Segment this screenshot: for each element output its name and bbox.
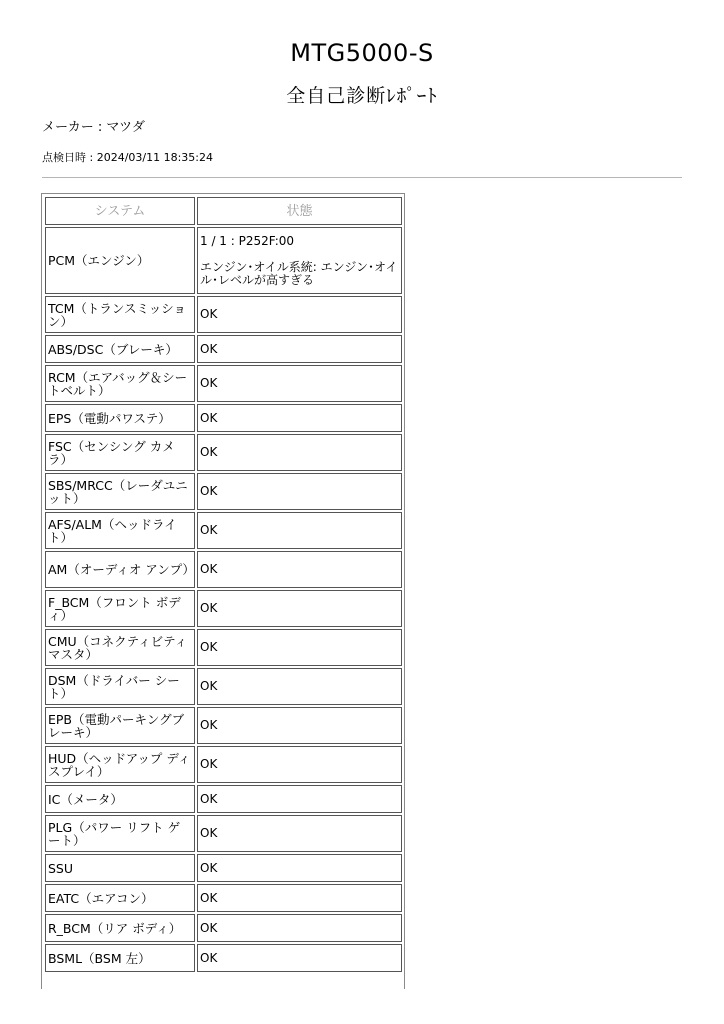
divider (42, 177, 682, 178)
system-name-cell: SBS/MRCC（レーダユニット） (45, 473, 195, 510)
table-row (45, 668, 402, 705)
status-cell: OK (197, 629, 402, 666)
report-subtitle: 全自己診断ﾚﾎﾟｰﾄ (286, 85, 438, 107)
system-name-cell: CMU（コネクティビティマスタ） (45, 629, 195, 666)
table-row (45, 404, 402, 432)
diagnosis-table (43, 195, 404, 974)
status-cell: OK (197, 404, 402, 432)
system-name-cell: TCM（トランスミッション） (45, 296, 195, 333)
table-row (45, 785, 402, 813)
status-cell: OK (197, 746, 402, 783)
status-cell: OK (197, 590, 402, 627)
system-name-cell: AFS/ALM（ヘッドライト） (45, 512, 195, 549)
table-row (45, 434, 402, 471)
system-name-cell: F_BCM（フロント ボディ） (45, 590, 195, 627)
dtc-description: エンジン･オイル系統: エンジン･オイル･レベルが高すぎる (200, 259, 398, 287)
system-name-cell: FSC（センシング カメラ） (45, 434, 195, 471)
status-cell: OK (197, 815, 402, 852)
table-row (45, 854, 402, 882)
table-row (45, 590, 402, 627)
status-cell: OK (197, 884, 402, 912)
report-title: MTG5000-S (290, 39, 434, 67)
system-name-cell: HUD（ヘッドアップ ディスプレイ） (45, 746, 195, 783)
table-row (45, 707, 402, 744)
table-row (45, 365, 402, 402)
status-cell: OK (197, 434, 402, 471)
system-name-cell: PCM（エンジン） (45, 227, 195, 294)
table-row (45, 551, 402, 588)
column-header-system: システム (45, 197, 195, 225)
status-cell: OK (197, 365, 402, 402)
system-name-cell: BSML（BSM 左） (45, 944, 195, 972)
table-row (45, 512, 402, 549)
system-name-cell: PLG（パワー リフト ゲート） (45, 815, 195, 852)
system-name-cell: DSM（ドライバー シート） (45, 668, 195, 705)
status-cell: OK (197, 944, 402, 972)
inspection-datetime: 点検日時 : 2024/03/11 18:35:24 (42, 151, 213, 164)
table-header-row (45, 197, 402, 225)
system-name-cell: IC（メータ） (45, 785, 195, 813)
status-cell: OK (197, 707, 402, 744)
status-cell: OK (197, 335, 402, 363)
table-row (45, 227, 402, 294)
table-row (45, 296, 402, 333)
table-row (45, 335, 402, 363)
table-row (45, 815, 402, 852)
status-cell: OK (197, 668, 402, 705)
table-row (45, 473, 402, 510)
system-name-cell: R_BCM（リア ボディ） (45, 914, 195, 942)
system-name-cell: EPB（電動パーキングブレーキ） (45, 707, 195, 744)
table-row (45, 746, 402, 783)
maker-label: メーカー : マツダ (42, 120, 145, 135)
table-row (45, 914, 402, 942)
system-name-cell: EPS（電動パワステ） (45, 404, 195, 432)
status-cell (197, 227, 402, 294)
dtc-code: 1 / 1 : P252F:00 (200, 233, 295, 248)
status-cell: OK (197, 512, 402, 549)
system-name-cell: AM（オーディオ アンプ） (45, 551, 195, 588)
status-cell: OK (197, 854, 402, 882)
system-name-cell: ABS/DSC（ブレーキ） (45, 335, 195, 363)
status-cell: OK (197, 473, 402, 510)
status-cell: OK (197, 914, 402, 942)
status-cell: OK (197, 296, 402, 333)
system-name-cell: EATC（エアコン） (45, 884, 195, 912)
system-name-cell: RCM（エアバッグ＆シートベルト） (45, 365, 195, 402)
status-cell: OK (197, 551, 402, 588)
status-cell: OK (197, 785, 402, 813)
column-header-status: 状態 (197, 197, 402, 225)
system-name-cell: SSU (45, 854, 195, 882)
table-row (45, 944, 402, 972)
table-row (45, 884, 402, 912)
table-body (45, 227, 402, 972)
table-row (45, 629, 402, 666)
